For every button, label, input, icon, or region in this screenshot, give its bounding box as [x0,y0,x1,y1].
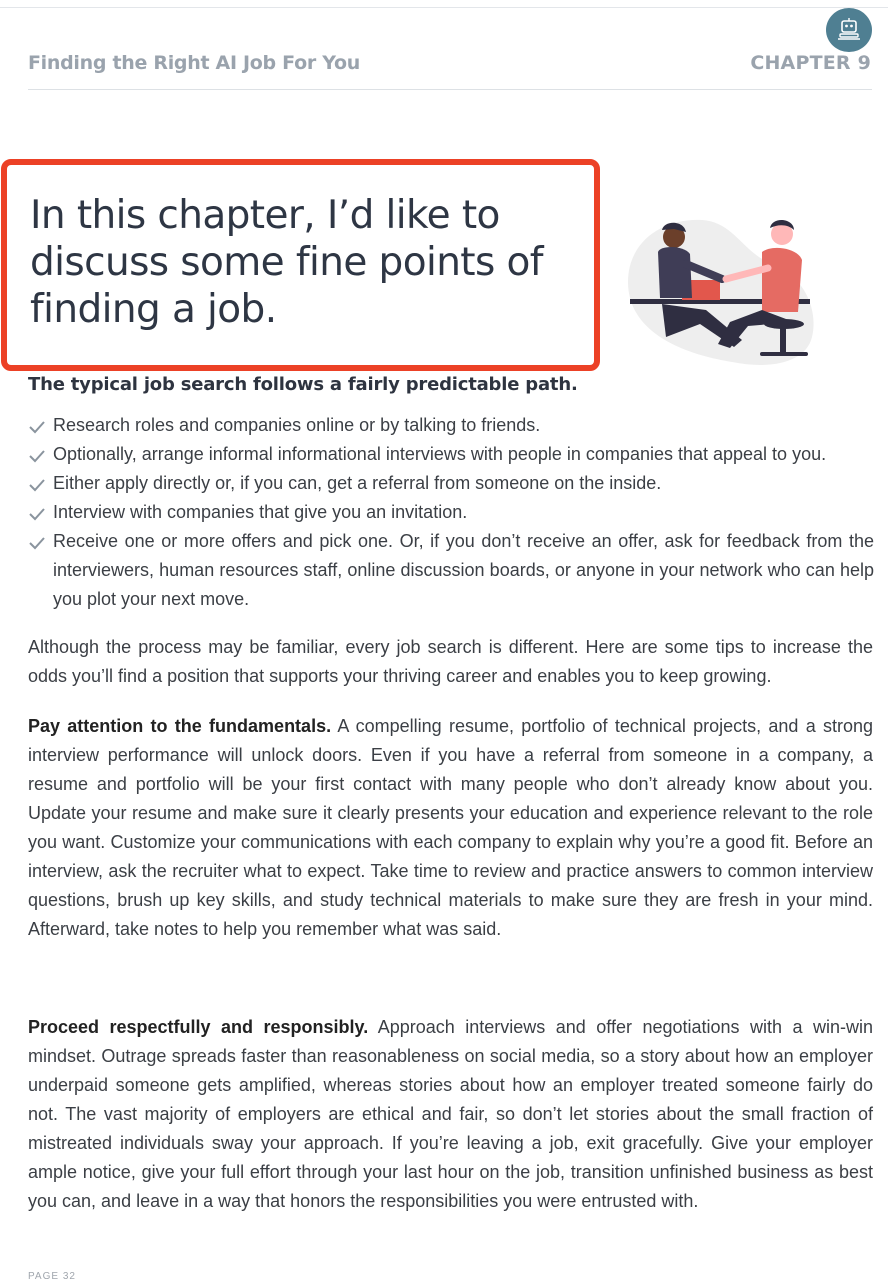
list-item [28,440,874,469]
list-item [28,469,874,498]
header-divider [28,89,872,90]
chapter-label: CHAPTER 9 [750,52,871,74]
top-divider [0,7,888,8]
checkmark-icon [28,469,46,498]
list-item [28,411,874,440]
chapter-headline: In this chapter, I’d like to discuss some fine points of finding a job. [30,193,543,332]
list-item [28,498,874,527]
page-number: PAGE 32 [28,1271,76,1282]
intro-paragraph: Although the process may be familiar, every job search is different. Here are some tips to increase the odds you’ll find a position that supports your thriving career and enables you to keep growing. [28,637,873,686]
checkmark-icon [28,440,46,469]
tip-heading: Pay attention to the fundamentals. [28,716,332,736]
tip-body: A compelling resume, portfolio of technical projects, and a strong interview performance will unlock doors. Even if you have a referral from someone in a company, a resume and portfolio will be your first contact with many people who don’t already know about you. Update your resume and make sure it clearly presents your education and experience relevant to the role you want. Customize your communications with each company to explain why you’re a good fit. Before an interview, ask the recruiter what to expect. Take time to review and practice answers to common interview questions, brush up key skills, and study technical materials to make sure they are fresh in your mind. Afterward, take notes to help you remember what was said. [28,716,874,939]
checkmark-icon [28,498,46,527]
list-item-text: Optionally, arrange informal informational interviews with people in companies that appeal to you. [53,444,827,464]
robot-laptop-icon [826,8,872,52]
tip-paragraph-fundamentals [28,712,873,944]
checkmark-icon [28,527,46,556]
list-item-text: Receive one or more offers and pick one. Or, if you don’t receive an offer, ask for feedback from the interviewers, human resources staff, online discussion boards, or anyone in your network who can help you plot your next move. [53,531,874,609]
list-item-text: Either apply directly or, if you can, get a referral from someone on the inside. [53,473,662,493]
tip-body: Approach interviews and offer negotiations with a win-win mindset. Outrage spreads faster than reasonableness on social media, so a story about how an employer underpaid someone gets amplified, whereas stories about how an employer treated someone fairly do not. The vast majority of employers are ethical and fair, so don’t let stories about the small fraction of mistreated individuals sway your approach. If you’re leaving a job, exit gracefully. Give your employer ample notice, give your full effort through your last hour on the job, transition unfinished business as best you can, and leave in a way that honors the responsibilities you were entrusted with. [28,1017,873,1211]
tip-heading: Proceed respectfully and responsibly. [28,1017,369,1037]
checkmark-icon [28,411,46,440]
list-item [28,527,874,614]
handshake-illustration [622,212,818,370]
header-title: Finding the Right AI Job For You [28,52,360,74]
job-search-checklist [28,411,874,614]
list-item-text: Research roles and companies online or by talking to friends. [53,415,541,435]
list-item-text: Interview with companies that give you an invitation. [53,502,468,522]
tip-paragraph-respectfully [28,1013,873,1216]
lead-sentence: The typical job search follows a fairly predictable path. [28,374,578,395]
